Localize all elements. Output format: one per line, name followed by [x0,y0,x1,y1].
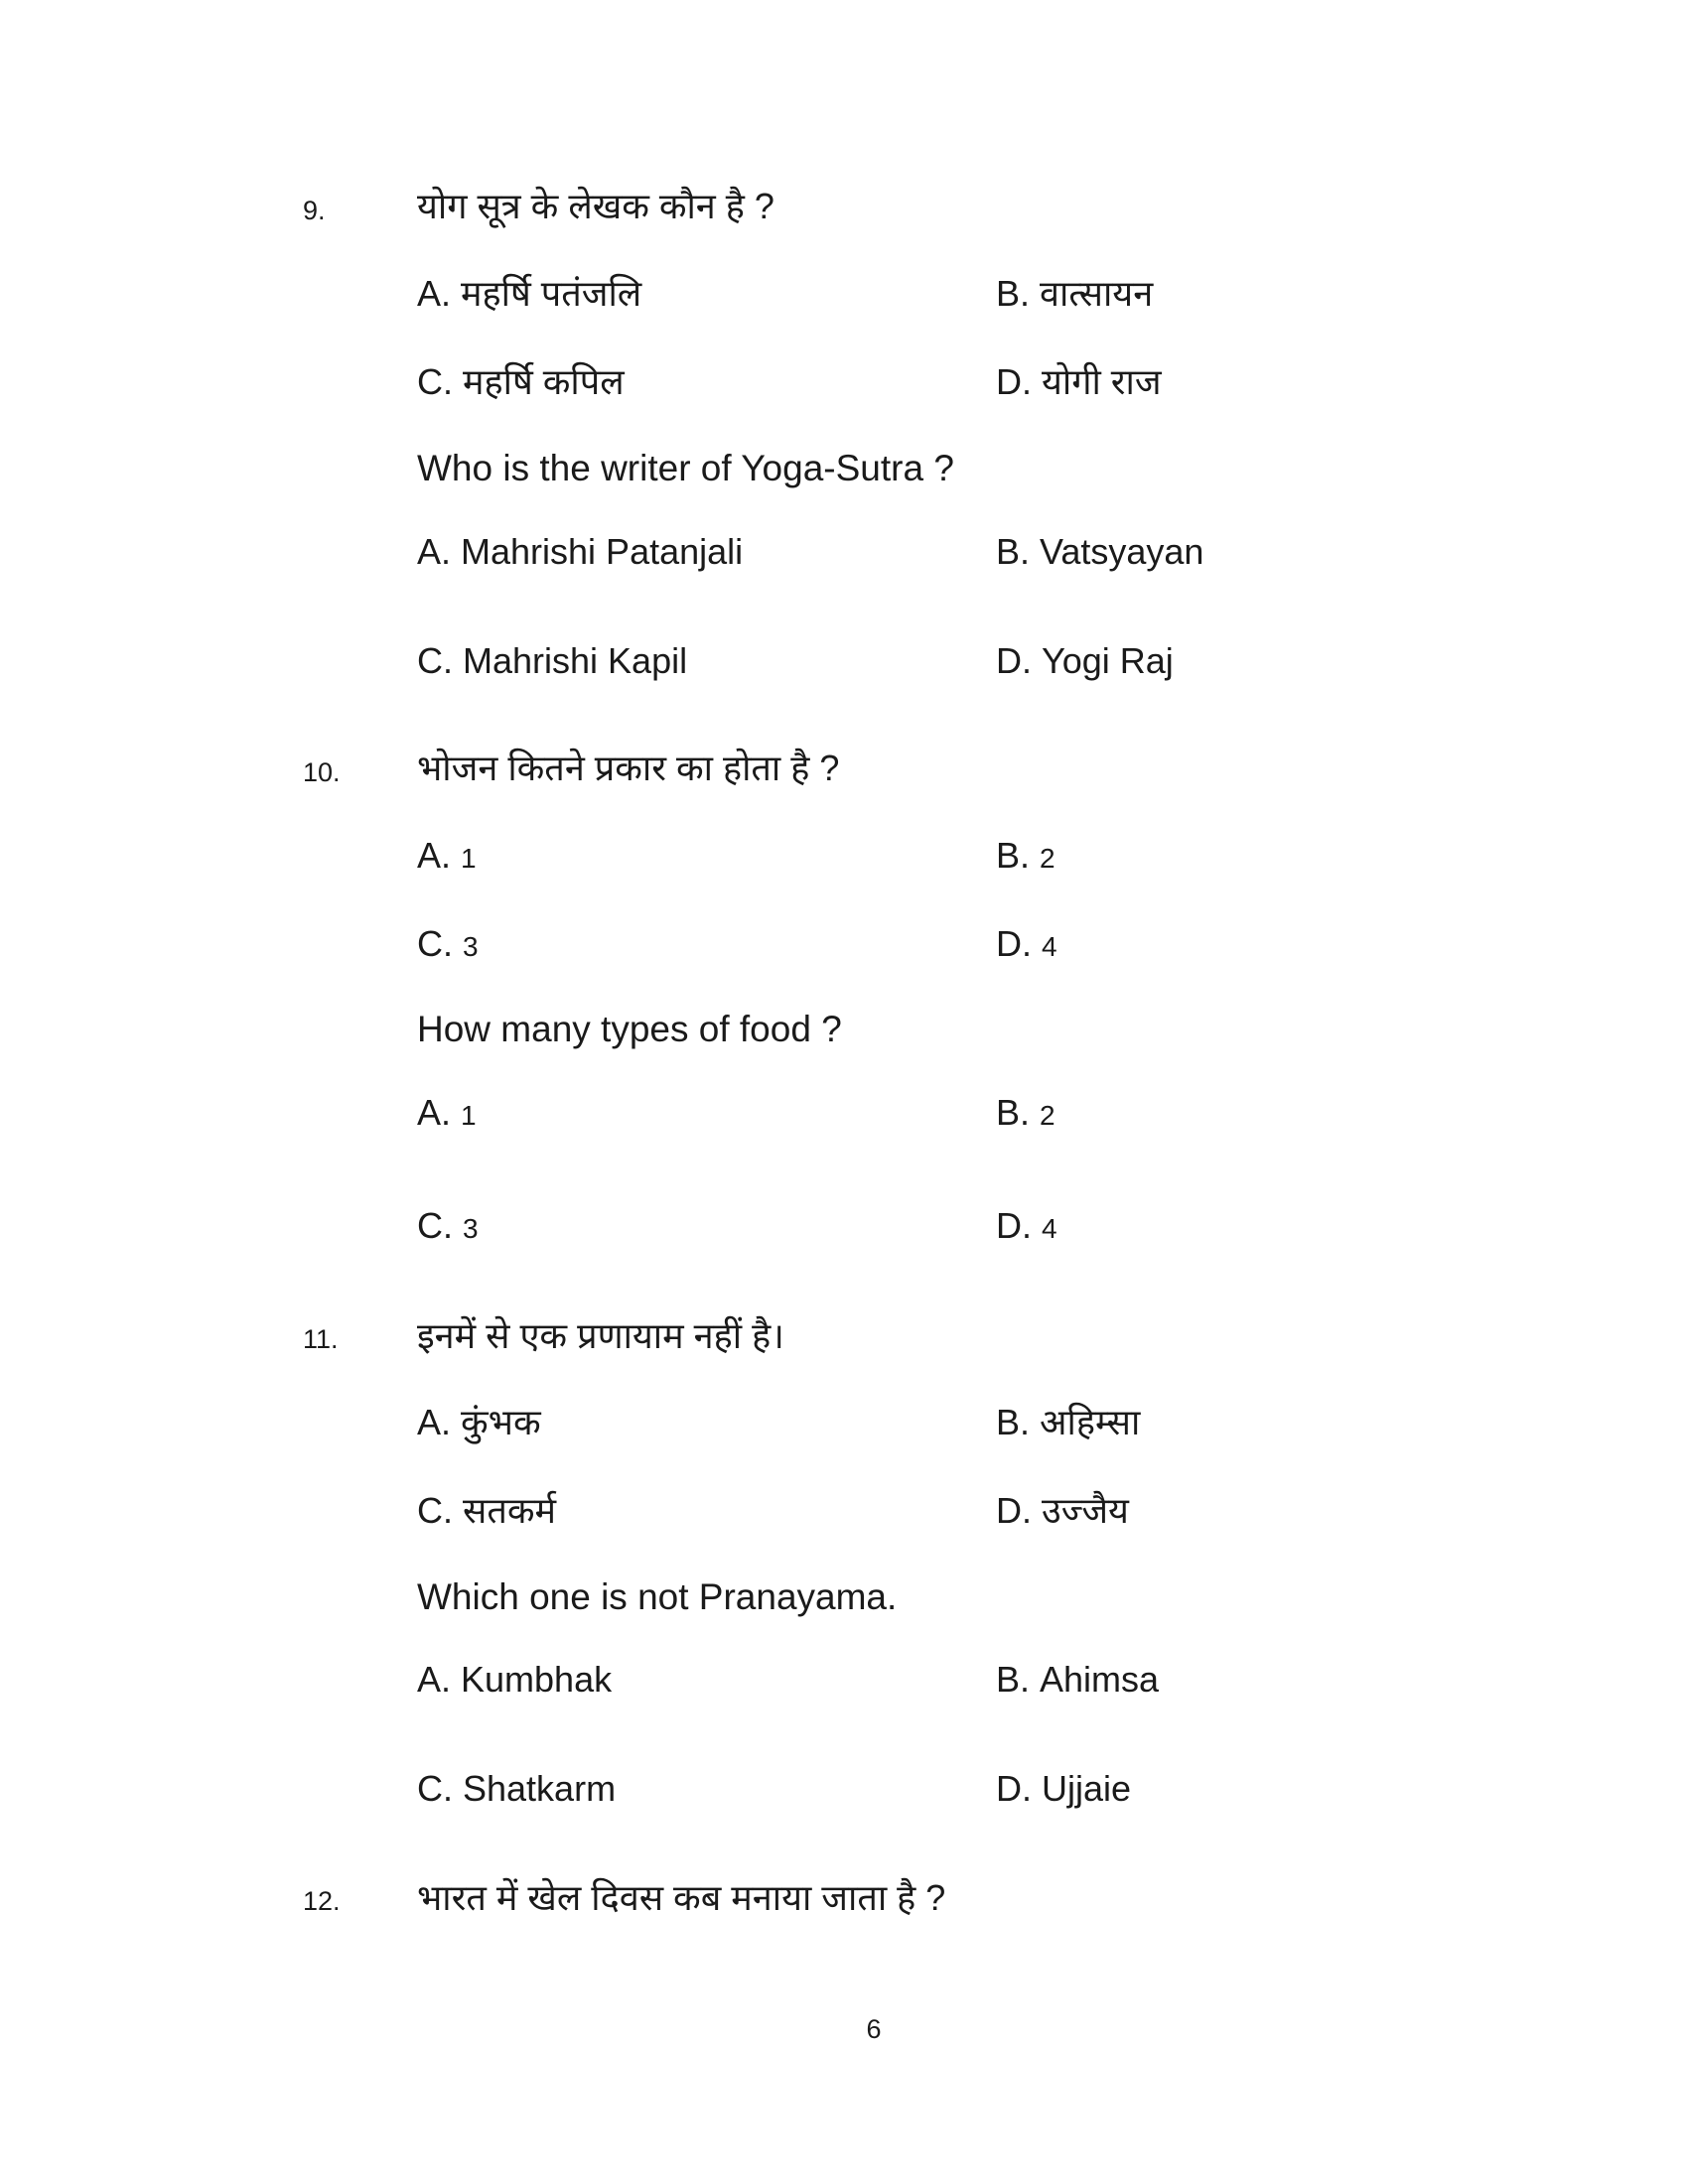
question-text-english: Which one is not Pranayama. [417,1576,898,1617]
option-letter: D. [996,1490,1032,1531]
option-a-english [417,527,743,577]
option-letter: A. [417,835,452,876]
option-text: कुंभक [461,1402,541,1442]
option-text: वात्सायन [1040,273,1154,314]
option-b-hindi [996,1398,1140,1447]
option-text: 3 [463,931,479,962]
option-b-english [996,527,1203,577]
option-text: 2 [1040,1100,1055,1131]
question-number: 11. [303,1324,339,1354]
option-text: सतकर्म [463,1490,557,1531]
option-a-english [417,1655,612,1705]
option-letter: C. [417,1490,453,1531]
option-d-hindi [996,919,1057,972]
option-d-english [996,636,1174,686]
page-number: 6 [866,2014,882,2044]
option-letter: B. [996,531,1031,572]
question-number: 12. [303,1886,341,1916]
option-b-english [996,1655,1159,1705]
option-text: Ahimsa [1040,1659,1160,1700]
option-a-hindi [417,1398,541,1447]
option-text: 1 [461,1100,477,1131]
option-text: Kumbhak [461,1659,613,1700]
option-text: अहिम्सा [1040,1402,1141,1442]
option-c-hindi [417,1486,556,1536]
option-letter: D. [996,1205,1032,1246]
option-a-hindi [417,269,641,319]
question-text-hindi: भारत में खेल दिवस कब मनाया जाता है ? [417,1877,946,1918]
option-letter: C. [417,1768,453,1809]
option-b-english [996,1088,1055,1141]
option-letter: B. [996,273,1031,314]
option-letter: C. [417,640,453,681]
option-text: Mahrishi Patanjali [461,531,744,572]
option-letter: D. [996,361,1032,402]
option-letter: A. [417,273,452,314]
option-text: 4 [1042,931,1057,962]
option-text: 4 [1042,1213,1057,1244]
option-letter: B. [996,1402,1031,1442]
option-letter: A. [417,1402,452,1442]
option-letter: A. [417,531,452,572]
question-text-hindi: भोजन कितने प्रकार का होता है ? [417,748,840,788]
option-letter: D. [996,923,1032,964]
option-text: योगी राज [1042,361,1162,402]
option-text: महर्षि कपिल [463,361,625,402]
question-number: 9. [303,196,326,225]
option-d-hindi [996,357,1162,407]
option-letter: B. [996,1659,1031,1700]
option-text: महर्षि पतंजलि [461,273,642,314]
option-c-english [417,1201,479,1254]
question-text-hindi: योग सूत्र के लेखक कौन है ? [417,186,774,226]
option-text: Vatsyayan [1040,531,1204,572]
option-text: 2 [1040,843,1055,874]
option-d-english [996,1201,1057,1254]
option-text: 1 [461,843,477,874]
option-letter: C. [417,1205,453,1246]
option-text: Ujjaie [1042,1768,1132,1809]
option-letter: A. [417,1659,452,1700]
option-letter: C. [417,361,453,402]
option-a-english [417,1088,477,1141]
option-letter: C. [417,923,453,964]
option-c-english [417,636,687,686]
option-c-english [417,1764,616,1814]
option-text: Mahrishi Kapil [463,640,688,681]
question-text-english: How many types of food ? [417,1009,842,1049]
option-letter: A. [417,1092,452,1133]
option-letter: B. [996,835,1031,876]
option-b-hindi [996,269,1153,319]
option-text: Yogi Raj [1042,640,1174,681]
option-c-hindi [417,357,625,407]
option-a-hindi [417,831,477,884]
option-d-hindi [996,1486,1129,1536]
option-text: Shatkarm [463,1768,617,1809]
option-text: उज्जैय [1042,1490,1129,1531]
question-number: 10. [303,757,341,787]
question-text-english: Who is the writer of Yoga-Sutra ? [417,448,954,488]
question-text-hindi: इनमें से एक प्रणायाम नहीं है। [417,1315,784,1356]
option-letter: D. [996,640,1032,681]
option-letter: D. [996,1768,1032,1809]
option-b-hindi [996,831,1055,884]
option-d-english [996,1764,1131,1814]
option-c-hindi [417,919,479,972]
option-letter: B. [996,1092,1031,1133]
option-text: 3 [463,1213,479,1244]
